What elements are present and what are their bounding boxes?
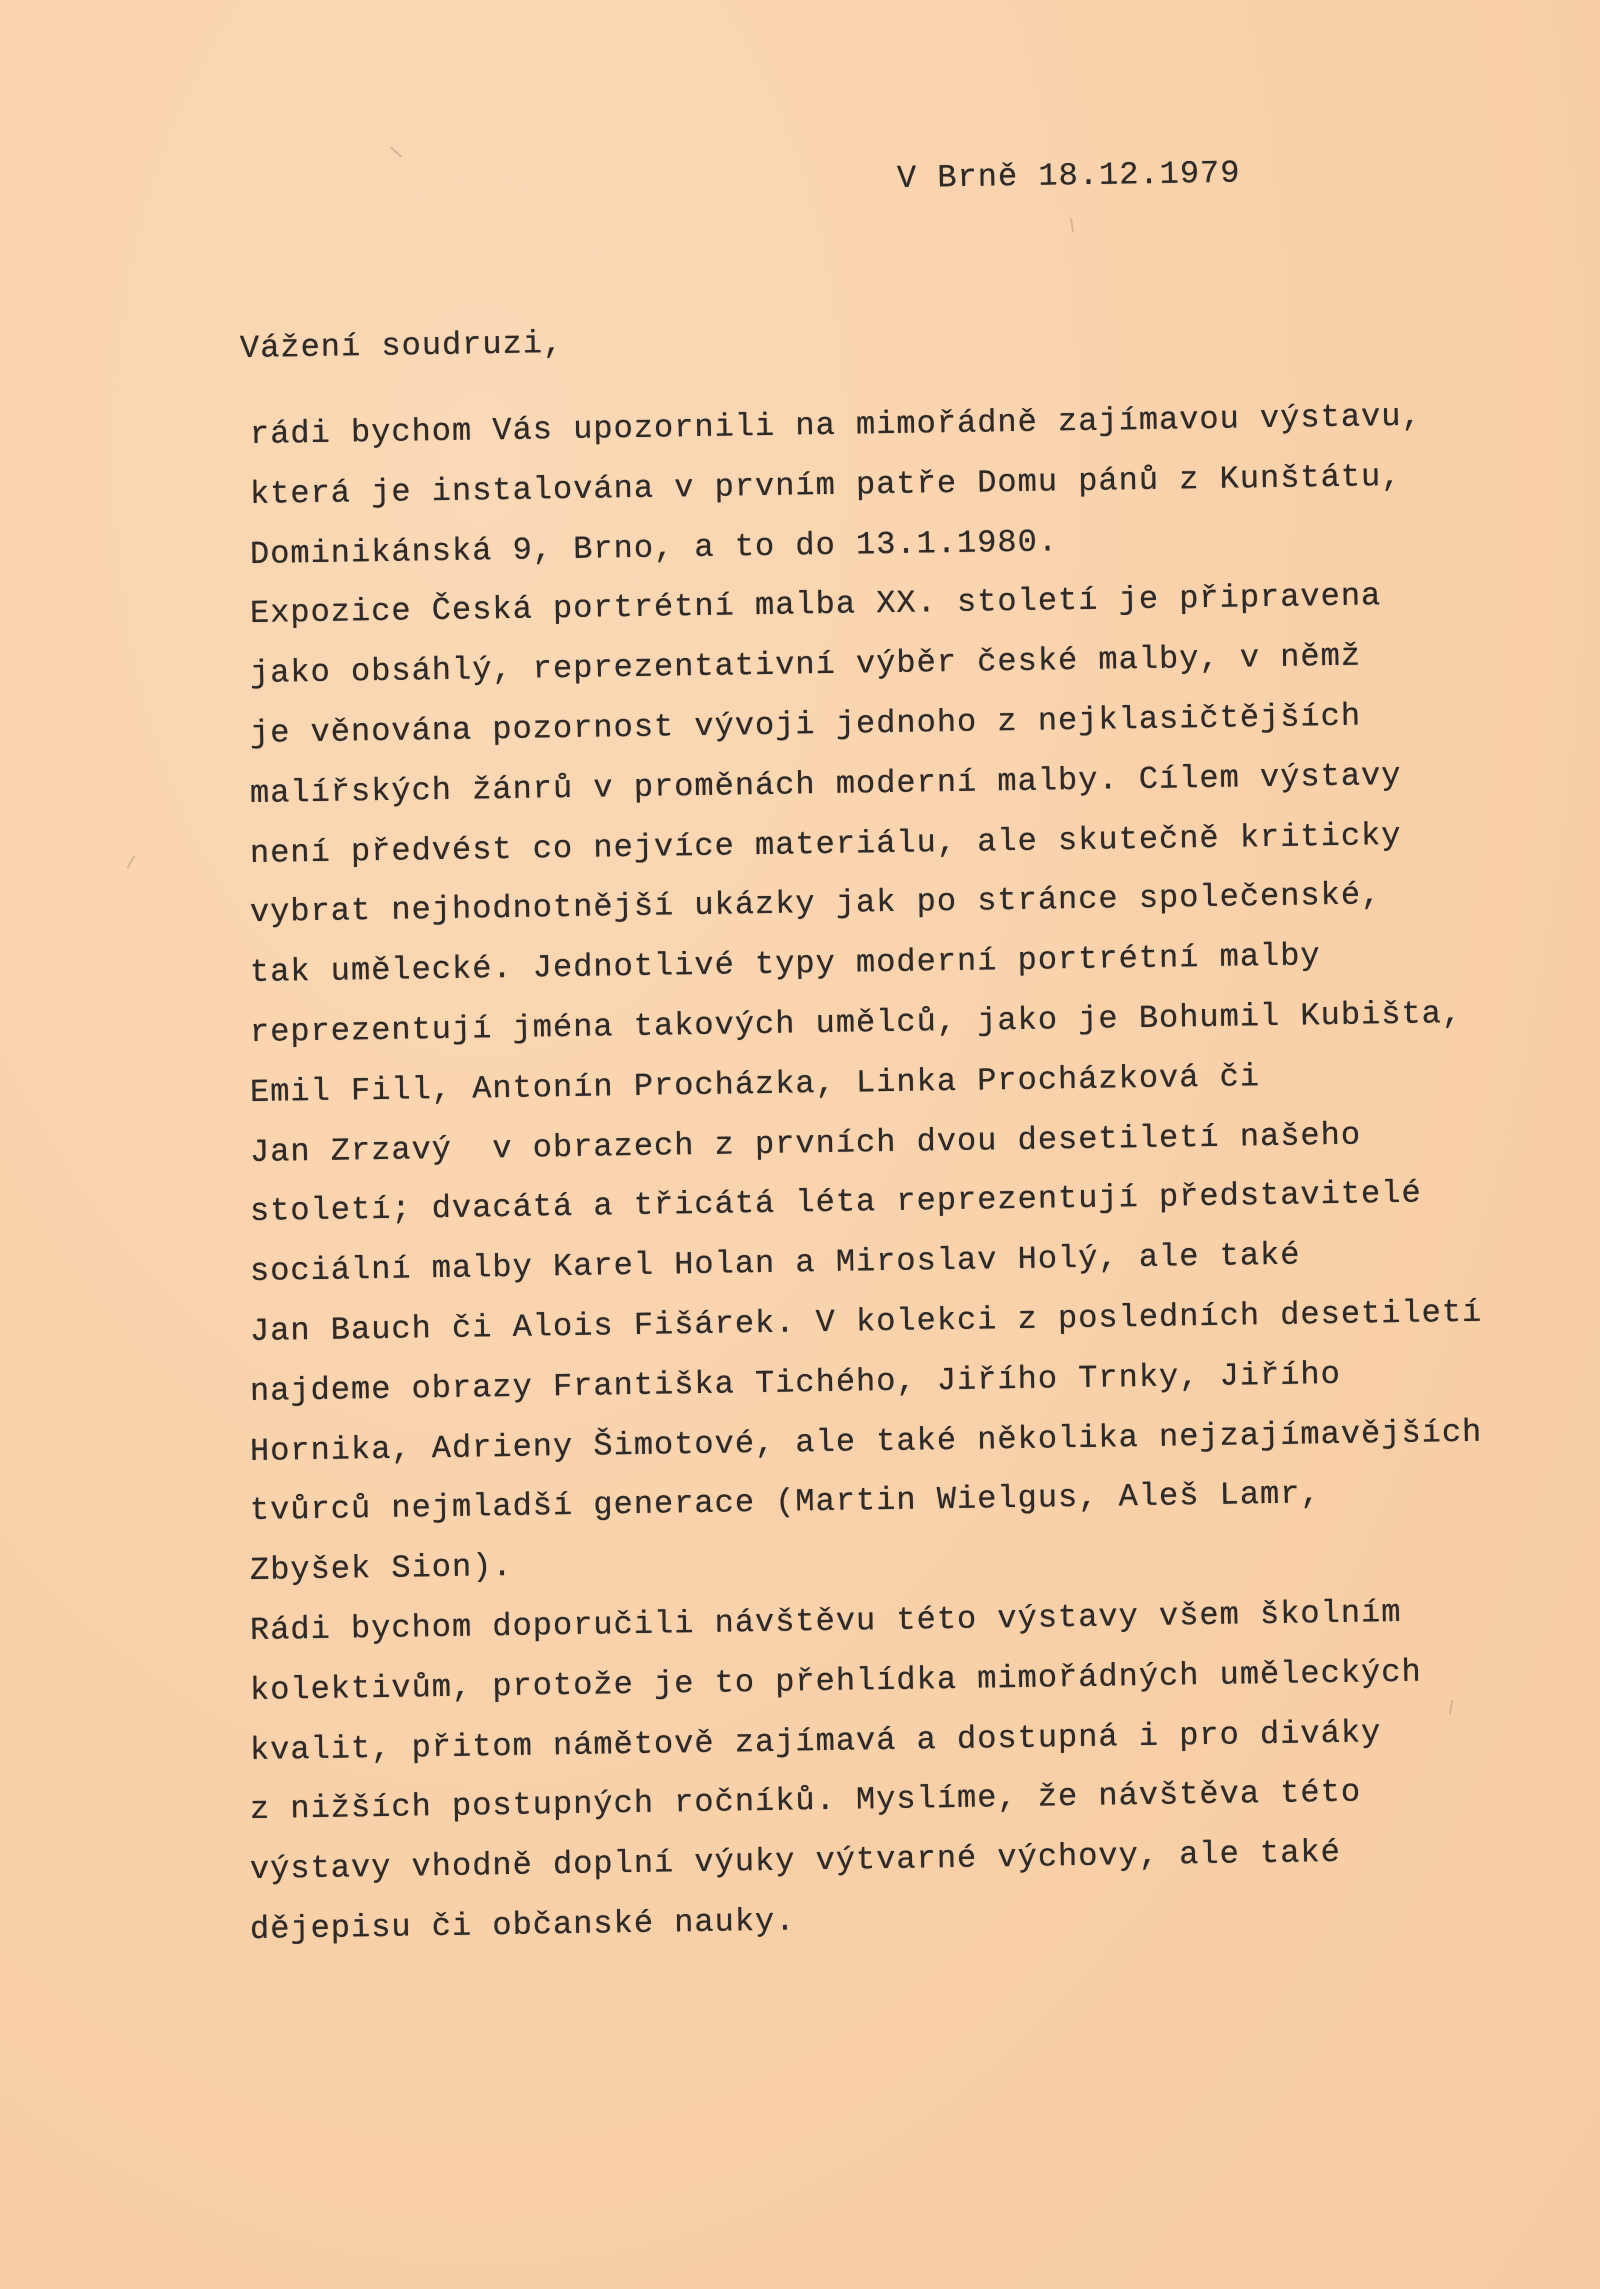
letter-line: sociální malby Karel Holan a Miroslav Holý, ale také [249,1236,1301,1291]
paper-fleck [390,147,402,158]
letter-line: Hornika, Adrieny Šimotové, ale také několika nejzajímavějších [249,1413,1483,1470]
letter-line: Emil Fill, Antonín Procházka, Linka Procházková či [249,1057,1261,1111]
letter-line: Dominikánská 9, Brno, a to do 13.1.1980. [249,522,1059,573]
letter-body [249,397,1483,1960]
letter-line: reprezentují jména takových umělců, jako je Bohumil Kubišta, [249,994,1463,1051]
letter-line: tvůrců nejmladší generace (Martin Wielgus, Aleš Lamr, [249,1475,1321,1530]
letter-line: jako obsáhlý, reprezentativní výběr české malby, v němž [249,637,1362,693]
letter-line: dějepisu či občanské nauky. [249,1902,796,1948]
letter-line: z nižších postupných ročníků. Myslíme, že návštěva této [249,1773,1362,1829]
letter-line: kolektivům, protože je to přehlídka mimořádných uměleckých [249,1653,1422,1709]
letter-line: Rádi bychom doporučili návštěvu této výstavy všem školním [249,1593,1402,1649]
letter-line: která je instalována v prvním patře Domu pánů z Kunštátu, [249,457,1402,513]
letter-line: tak umělecké. Jednotlivé typy moderní portrétní malby [249,937,1321,992]
letter-line: výstavy vhodně doplní výuky výtvarné výchovy, ale také [249,1833,1342,1889]
letter-line: malířských žánrů v proměnách moderní malby. Cílem výstavy [249,756,1402,812]
letter-date: V Brně 18.12.1979 [896,154,1241,197]
letter-salutation: Vážení soudruzi, [239,324,564,367]
letter-line: rádi bychom Vás upozornili na mimořádně zajímavou výstavu, [249,397,1422,453]
letter-line: Zbyšek Sion). [249,1548,513,1590]
letter-line: Expozice Česká portrétní malba XX. století je připravena [249,577,1382,633]
paper-fleck [1070,218,1074,232]
letter-line: je věnována pozornost vývoji jednoho z nejklasičtějších [249,697,1362,752]
letter-line: Jan Zrzavý v obrazech z prvních dvou desetiletí našeho [249,1116,1362,1171]
letter-line: vybrat nejhodnotnější ukázky jak po stránce společenské, [249,876,1382,932]
letter-line: Jan Bauch či Alois Fišárek. V kolekci z posledních desetiletí [249,1293,1483,1350]
letter-line: kvalit, přitom námětově zajímavá a dostupná i pro diváky [249,1713,1382,1769]
letter-line: najdeme obrazy Františka Tichého, Jiřího Trnky, Jiřího [249,1355,1342,1410]
letter-line: století; dvacátá a třicátá léta reprezentují představitelé [249,1174,1422,1231]
paper-fleck [127,855,136,868]
letter-line: není předvést co nejvíce materiálu, ale skutečně kriticky [249,816,1402,872]
